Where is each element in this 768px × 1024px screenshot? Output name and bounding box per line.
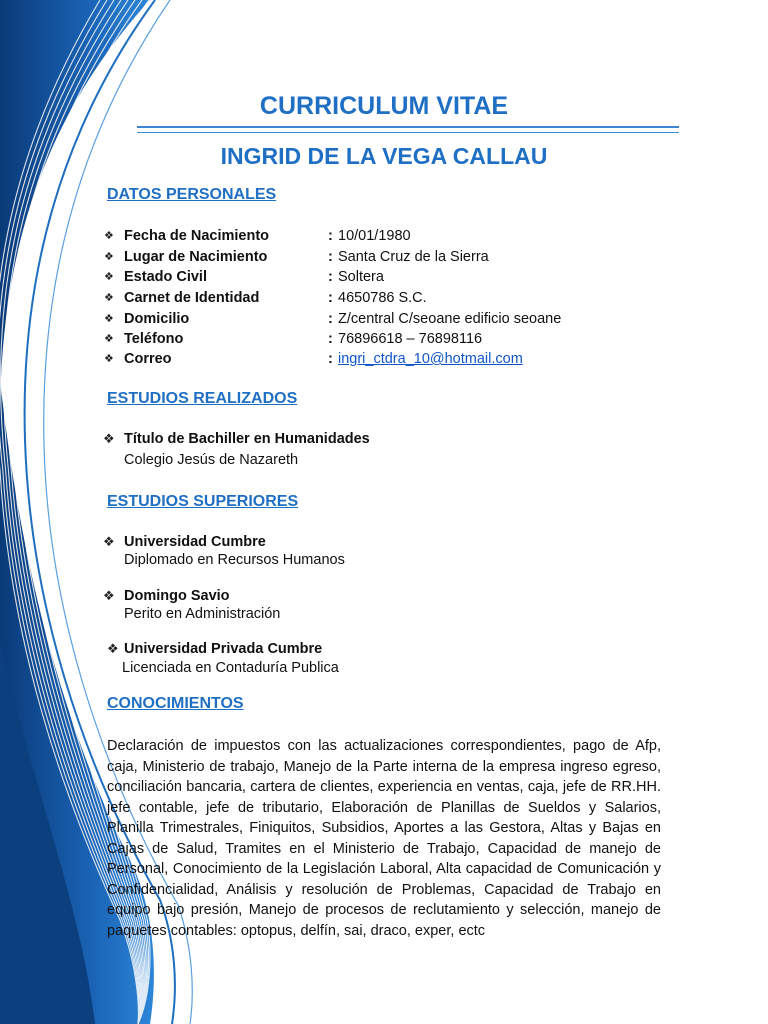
email-link[interactable]: ingri_ctdra_10@hotmail.com (338, 351, 523, 367)
personal-data-row (104, 226, 664, 246)
study-institution: Colegio Jesús de Nazareth (124, 452, 299, 468)
field-value: 4650786 S.C. (338, 290, 427, 306)
field-colon: : (328, 331, 333, 347)
diamond-bullet-icon: ❖ (104, 292, 114, 304)
field-colon: : (328, 249, 333, 265)
diamond-bullet-icon: ❖ (103, 588, 115, 603)
field-value: Santa Cruz de la Sierra (338, 249, 489, 265)
diamond-bullet-icon: ❖ (104, 313, 114, 325)
document-title: CURRICULUM VITAE (259, 92, 509, 120)
higher-study-subtitle: Perito en Administración (124, 606, 281, 622)
field-value: Z/central C/seoane edificio seoane (338, 311, 562, 327)
diamond-bullet-icon: ❖ (104, 333, 114, 345)
diamond-bullet-icon: ❖ (104, 230, 114, 242)
personal-data-row (104, 309, 664, 329)
field-label: Lugar de Nacimiento (124, 249, 268, 265)
field-label: Correo (124, 351, 172, 367)
knowledge-paragraph: Declaración de impuestos con las actualizaciones correspondientes, pago de Afp, caja, Ministerio de trabajo, Manejo de la Parte interna de la empresa ingreso egreso, conciliación bancaria, cartera de clientes, experiencia en ventas, caja, jefe de RR.HH. jefe contable, jefe de tributario, Elaboración de Planillas de Sueldos y Salarios, Planilla Trimestrales, Finiquitos, Subsidios, Aportes a las Gestora, Altas y Bajas en Cajas de Salud, Tramites en el Ministerio de Trabajo, Capacidad de manejo de Personal, Conocimiento de la Legislación Laboral, Alta capacidad de Comunicación y Confidencialidad, Análisis y resolución de Problemas, Capacidad de Trabajo en equipo bajo presión, Manejo de procesos de reclutamiento y selección, manejo de paquetes contables: optopus, delfín, sai, draco, exper, ectc (107, 738, 661, 939)
personal-data-row (104, 349, 664, 369)
higher-study-title: Domingo Savio (124, 588, 230, 604)
diamond-bullet-icon: ❖ (103, 431, 115, 446)
field-label: Teléfono (124, 331, 184, 347)
title-divider (137, 126, 679, 130)
study-title: Título de Bachiller en Humanidades (124, 431, 370, 447)
field-colon: : (328, 290, 333, 306)
higher-study-title: Universidad Privada Cumbre (124, 641, 323, 657)
field-colon: : (328, 228, 333, 244)
higher-study-subtitle: Diplomado en Recursos Humanos (124, 552, 345, 568)
diamond-bullet-icon: ❖ (107, 641, 119, 656)
higher-study-title: Universidad Cumbre (124, 534, 266, 550)
field-value: Soltera (338, 269, 384, 285)
personal-data-row (104, 288, 664, 308)
section-heading-personal: DATOS PERSONALES (107, 186, 277, 203)
field-value: 76896618 – 76898116 (338, 331, 483, 347)
diamond-bullet-icon: ❖ (104, 353, 114, 365)
field-label: Domicilio (124, 311, 190, 327)
higher-study-subtitle: Licenciada en Contaduría Publica (122, 660, 339, 676)
personal-data-row (104, 247, 664, 267)
field-colon: : (328, 269, 333, 285)
section-heading-studies: ESTUDIOS REALIZADOS (107, 390, 298, 407)
field-label: Carnet de Identidad (124, 290, 260, 306)
field-colon: : (328, 311, 333, 327)
section-heading-knowledge: CONOCIMIENTOS (107, 695, 244, 712)
diamond-bullet-icon: ❖ (103, 534, 115, 549)
field-label: Estado Civil (124, 269, 207, 285)
personal-data-row (104, 329, 664, 349)
personal-data-row (104, 267, 664, 287)
field-value: 10/01/1980 (338, 228, 411, 244)
field-label: Fecha de Nacimiento (124, 228, 270, 244)
diamond-bullet-icon: ❖ (104, 251, 114, 263)
field-colon: : (328, 351, 333, 367)
diamond-bullet-icon: ❖ (104, 271, 114, 283)
candidate-name: INGRID DE LA VEGA CALLAU (220, 143, 548, 169)
title-divider-thin (137, 132, 679, 133)
section-heading-higher-studies: ESTUDIOS SUPERIORES (107, 493, 299, 510)
